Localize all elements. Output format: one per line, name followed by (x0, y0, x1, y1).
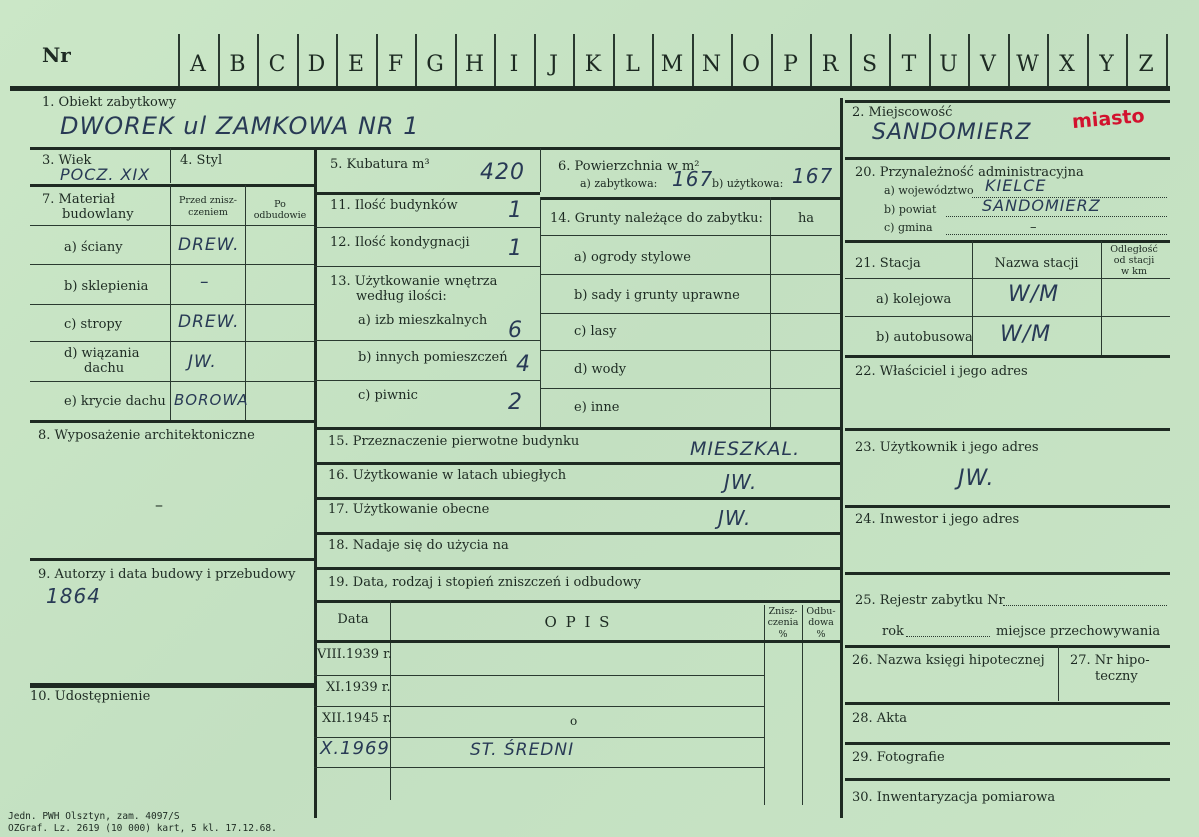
f13-b-label: b) innych pomieszczeń (358, 350, 508, 365)
f14-unit: ha (797, 211, 815, 226)
nr-label: Nr (42, 43, 71, 67)
index-letter-c: C (268, 52, 286, 77)
f7-row-b-value: – (200, 272, 210, 292)
header-rule (10, 86, 1170, 91)
f19-row2-date: XI.1939 r. (326, 680, 391, 695)
f20-c-label: c) gmina (884, 221, 933, 234)
f8-value: – (155, 495, 163, 514)
index-letter-z: Z (1138, 52, 1154, 77)
f18-label: 18. Nadaje się do użycia na (328, 538, 509, 553)
index-letter-p: P (783, 52, 798, 77)
f8-label: 8. Wyposażenie architektoniczne (38, 428, 255, 443)
letter-divider (731, 34, 733, 86)
f5-label: 5. Kubatura m³ (330, 157, 430, 172)
f20-c-value: – (1030, 220, 1037, 235)
letter-divider (1126, 34, 1128, 86)
f7-row-a-value: DREW. (178, 235, 240, 255)
index-letter-x: X (1059, 52, 1075, 77)
f19-col-z1: Znisz- (768, 606, 798, 617)
f19-col-z2: czenia (767, 617, 799, 628)
index-letter-g: G (426, 52, 444, 77)
f19-col-z3: % (778, 629, 788, 640)
letter-divider (218, 34, 220, 86)
f19-row1-date: VIII.1939 r. (317, 647, 393, 662)
f21-b-label: b) autobusowa (876, 330, 973, 345)
f13-b-value: 4 (516, 352, 531, 377)
f3-value: POCZ. XIX (60, 165, 151, 184)
f13-label-1: 13. Użytkowanie wnętrza (330, 274, 498, 289)
f12-label: 12. Ilość kondygnacji (330, 235, 470, 250)
f9-value: 1864 (46, 584, 101, 608)
f9-label: 9. Autorzy i data budowy i przebudowy (38, 567, 296, 582)
f2-label: 2. Miejscowość (852, 105, 953, 120)
footer-line-2: OZGraf. Lz. 2619 (10 000) kart, 5 kl. 17.12.68. (8, 823, 277, 834)
f15-label: 15. Przeznaczenie pierwotne budynku (328, 434, 580, 449)
f13-c-label: c) piwnic (358, 388, 418, 403)
f19-row4-opis: ST. ŚREDNI (470, 740, 575, 760)
f21-col-d3: w km (1121, 266, 1147, 277)
f6-a-label: a) zabytkowa: (580, 177, 658, 190)
f6-a-value: 167 (672, 167, 714, 191)
f21-b-value: W/M (1000, 322, 1052, 347)
f26-label: 26. Nazwa księgi hipotecznej (852, 653, 1045, 668)
f28-label: 28. Akta (852, 711, 908, 726)
f25-place: miejsce przechowywania (996, 624, 1161, 639)
index-letter-v: V (980, 52, 996, 77)
f14-row-b: b) sady i grunty uprawne (574, 288, 740, 303)
f21-col-d1: Odległość (1110, 244, 1158, 255)
f10-label: 10. Udostępnienie (30, 689, 151, 704)
letter-divider (573, 34, 575, 86)
f21-col-name: Nazwa stacji (994, 256, 1079, 271)
f23-value: JW. (958, 466, 995, 491)
letter-divider (178, 34, 180, 86)
f7-col1-b: czeniem (188, 207, 228, 218)
index-letter-f: F (387, 52, 404, 77)
f13-c-value: 2 (508, 390, 523, 415)
f2-stamp: miasto (1071, 104, 1146, 134)
index-letter-n: N (701, 52, 722, 77)
f7-row-e-label: e) krycie dachu (64, 394, 166, 409)
index-letter-k: K (584, 52, 602, 77)
f7-row-d-label2: dachu (84, 361, 125, 376)
f7-col1-a: Przed znisz- (179, 195, 237, 206)
f20-label: 20. Przynależność administracyjna (855, 165, 1084, 180)
letter-divider (889, 34, 891, 86)
f13-a-label: a) izb mieszkalnych (358, 313, 488, 328)
f19-row3-opis: o (570, 714, 578, 728)
letter-divider (455, 34, 457, 86)
index-letter-s: S (861, 52, 878, 77)
f11-label: 11. Ilość budynków (330, 198, 458, 213)
letter-divider (376, 34, 378, 86)
f7-row-c-value: DREW. (178, 312, 240, 332)
letter-divider (297, 34, 299, 86)
f21-a-label: a) kolejowa (876, 292, 952, 307)
f23-label: 23. Użytkownik i jego adres (855, 440, 1039, 455)
f16-label: 16. Użytkowanie w latach ubiegłych (328, 468, 567, 483)
f7-row-e-value: BOROWA (174, 391, 249, 409)
f7-row-d-value: JW. (188, 352, 217, 372)
f25-rok: rok (882, 624, 904, 639)
letter-divider (494, 34, 496, 86)
f7-label-1: 7. Materiał (42, 192, 115, 207)
letter-divider (810, 34, 812, 86)
f6-b-value: 167 (792, 164, 834, 188)
f17-label: 17. Użytkowanie obecne (328, 502, 490, 517)
f6-label: 6. Powierzchnia w m² (558, 159, 700, 174)
index-letter-u: U (939, 52, 958, 77)
index-letter-i: I (509, 52, 519, 77)
f3-label: 3. Wiek (42, 153, 92, 168)
f22-label: 22. Właściciel i jego adres (855, 364, 1028, 379)
f1-value: DWOREK ul ZAMKOWA NR 1 (60, 112, 420, 140)
letter-divider (929, 34, 931, 86)
index-letter-o: O (741, 52, 761, 77)
letter-divider (1047, 34, 1049, 86)
f21-col-d2: od stacji (1113, 255, 1155, 266)
f7-label-2: budowlany (62, 207, 134, 222)
index-letter-m: M (660, 52, 684, 77)
f1-label: 1. Obiekt zabytkowy (42, 95, 177, 110)
f7-col2-b: odbudowie (253, 210, 307, 221)
f20-b-label: b) powiat (884, 203, 937, 216)
index-letter-e: E (347, 52, 365, 77)
letter-divider (336, 34, 338, 86)
letter-divider (850, 34, 852, 86)
letter-divider (1166, 34, 1168, 86)
letter-divider (415, 34, 417, 86)
letter-divider (692, 34, 694, 86)
letter-divider (771, 34, 773, 86)
index-letter-d: D (307, 52, 326, 77)
f27-label-1: 27. Nr hipo- (1070, 653, 1150, 668)
f7-row-d-label: d) wiązania (64, 346, 140, 361)
f24-label: 24. Inwestor i jego adres (855, 512, 1020, 527)
f5-value: 420 (480, 160, 525, 185)
f19-col-o1: Odbu- (806, 606, 836, 617)
f19-col-o2: dowa (808, 617, 834, 628)
f29-label: 29. Fotografie (852, 750, 945, 765)
f20-a-label: a) województwo (884, 184, 974, 197)
f11-value: 1 (508, 198, 523, 223)
f19-col-opis: O P I S (544, 613, 612, 631)
letter-divider (652, 34, 654, 86)
index-letter-r: R (821, 52, 839, 77)
f20-a-value: KIELCE (985, 176, 1047, 195)
index-letter-a: A (190, 52, 206, 77)
f25-label: 25. Rejestr zabytku Nr (855, 593, 1005, 608)
letter-divider (968, 34, 970, 86)
f14-label: 14. Grunty należące do zabytku: (550, 211, 763, 226)
f14-row-d: d) wody (574, 362, 627, 377)
index-letter-h: H (464, 52, 485, 77)
f27-label-2: teczny (1095, 669, 1138, 684)
index-letter-t: T (901, 52, 917, 77)
f19-row4-date: X.1969 (320, 738, 390, 759)
index-letter-l: L (625, 52, 640, 77)
f14-row-c: c) lasy (574, 324, 617, 339)
index-letter-j: J (549, 52, 558, 77)
letter-divider (1008, 34, 1010, 86)
f13-label-2: według ilości: (356, 289, 447, 304)
f2-value: SANDOMIERZ (872, 120, 1032, 145)
index-letter-y: Y (1099, 52, 1114, 77)
f14-row-a: a) ogrody stylowe (574, 250, 691, 265)
f15-value: MIESZKAL. (690, 438, 801, 460)
footer-line-1: Jedn. PWH Olsztyn, zam. 4097/S (8, 811, 180, 822)
f6-b-label: b) użytkowa: (712, 177, 784, 190)
f7-row-a-label: a) ściany (64, 240, 123, 255)
f19-col-o3: % (816, 629, 826, 640)
f21-a-value: W/M (1008, 282, 1060, 307)
f7-row-c-label: c) stropy (64, 317, 123, 332)
f14-row-e: e) inne (574, 400, 620, 415)
f30-label: 30. Inwentaryzacja pomiarowa (852, 790, 1056, 805)
f19-label: 19. Data, rodzaj i stopień zniszczeń i odbudowy (328, 575, 642, 590)
letter-divider (1087, 34, 1089, 86)
f13-a-value: 6 (508, 318, 523, 343)
letter-divider (534, 34, 536, 86)
f7-col2-a: Po (274, 199, 286, 210)
f19-col-data: Data (337, 612, 369, 627)
index-letter-b: B (229, 52, 246, 77)
f4-label: 4. Styl (180, 153, 223, 168)
f7-row-b-label: b) sklepienia (64, 279, 149, 294)
f12-value: 1 (508, 236, 523, 261)
letter-divider (613, 34, 615, 86)
index-letter-w: W (1016, 52, 1039, 77)
f16-value: JW. (724, 470, 758, 494)
f17-value: JW. (718, 506, 752, 530)
f19-row3-date: XII.1945 r. (322, 711, 392, 726)
f21-label: 21. Stacja (855, 256, 921, 271)
f20-b-value: SANDOMIERZ (982, 196, 1101, 215)
letter-divider (257, 34, 259, 86)
